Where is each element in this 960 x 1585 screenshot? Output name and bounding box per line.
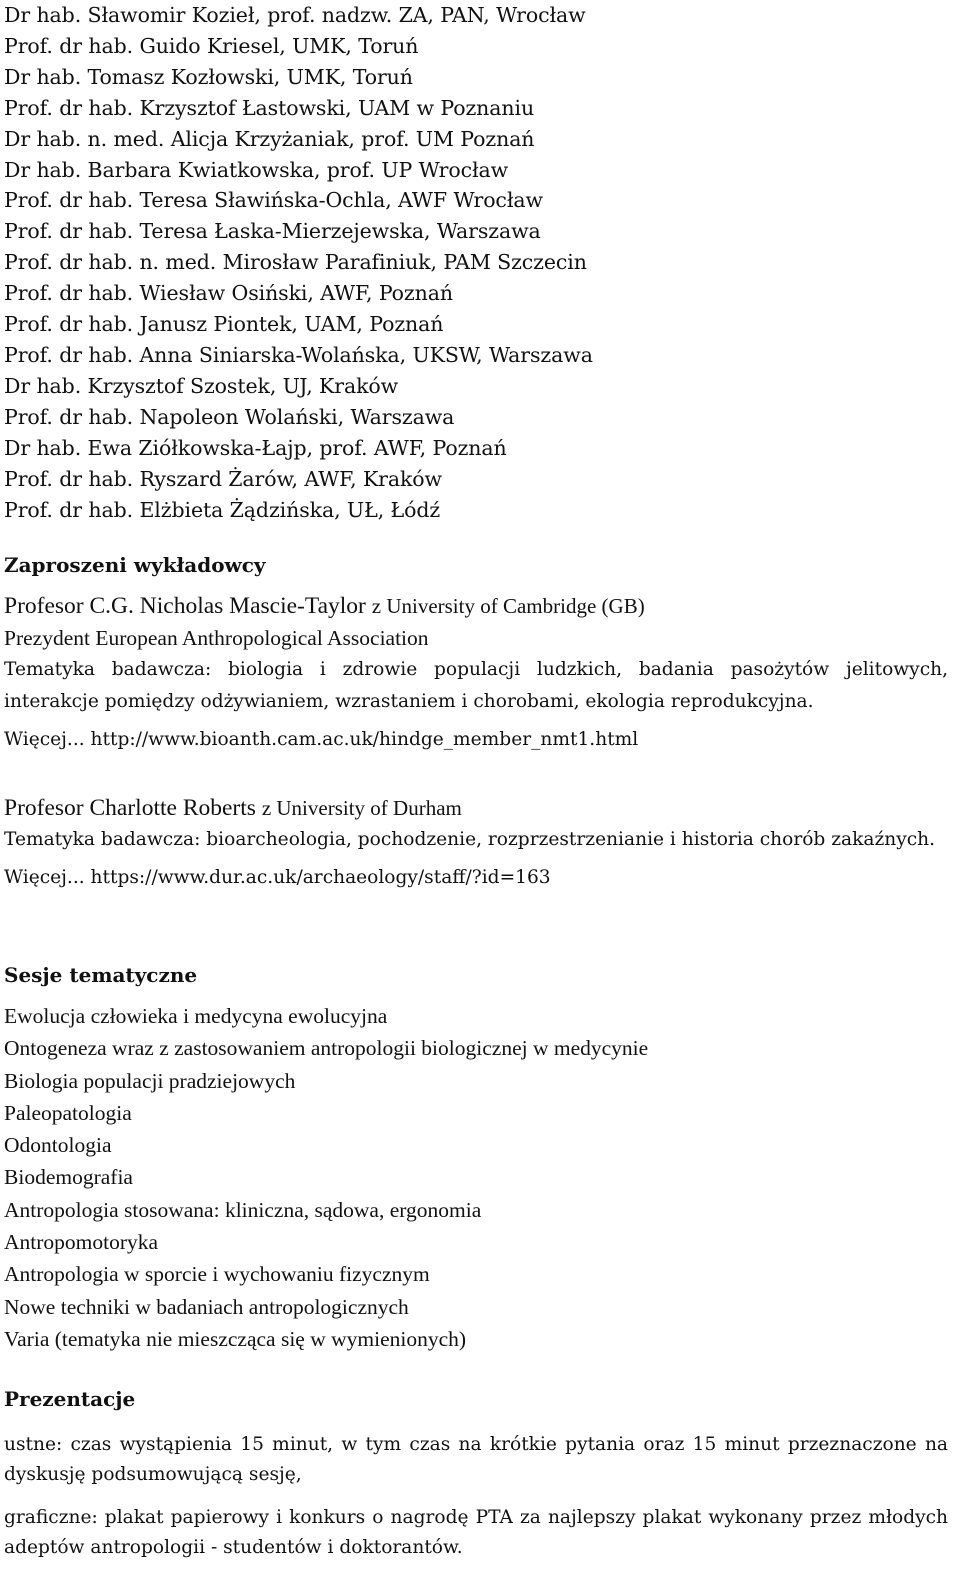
lecturer-entry	[4, 590, 948, 756]
lecturer-topics: Tematyka badawcza: biologia i zdrowie populacji ludzkich, badania pasożytów jelitowych, interakcje pomiędzy odżywianiem, wzrastaniem i chorobami, ekologia reprodukcyjna.	[4, 659, 948, 712]
committee-member: Prof. dr hab. Krzysztof Łastowski, UAM w Poznaniu	[4, 95, 535, 120]
lecturer-role: Prezydent European Anthropological Association	[4, 626, 429, 650]
session-item: Antropologia w sporcie i wychowaniu fizycznym	[4, 1262, 430, 1287]
committee-member: Prof. dr hab. Anna Siniarska-Wolańska, UKSW, Warszawa	[4, 342, 593, 367]
lecturer-topics: Tematyka badawcza: bioarcheologia, pochodzenie, rozprzestrzenianie i historia chorób zakaźnych.	[4, 829, 936, 850]
committee-member: Prof. dr hab. Teresa Sławińska-Ochla, AWF Wrocław	[4, 188, 543, 213]
session-item: Ontogeneza wraz z zastosowaniem antropologii biologicznej w medycynie	[4, 1036, 649, 1061]
committee-member: Prof. dr hab. Napoleon Wolański, Warszawa	[4, 404, 455, 429]
lecturer-name: Profesor C.G. Nicholas Mascie-Taylor	[4, 593, 366, 619]
lecturers-heading: Zaproszeni wykładowcy	[4, 553, 266, 577]
committee-member: Prof. dr hab. Teresa Łaska-Mierzejewska, Warszawa	[4, 219, 541, 244]
committee-member: Dr hab. Sławomir Kozieł, prof. nadzw. ZA, PAN, Wrocław	[4, 3, 586, 27]
committee-member: Prof. dr hab. Janusz Piontek, UAM, Poznań	[4, 312, 444, 337]
committee-member: Dr hab. n. med. Alicja Krzyżaniak, prof. UM Poznań	[4, 126, 535, 151]
session-item: Ewolucja człowieka i medycyna ewolucyjna	[4, 1004, 388, 1028]
lecturer-name-line	[4, 590, 948, 622]
session-item: Biodemografia	[4, 1165, 133, 1190]
committee-list	[4, 0, 593, 525]
session-item: Odontologia	[4, 1133, 112, 1158]
lecturer-affiliation: z University of Cambridge (GB)	[371, 594, 645, 618]
session-item: Nowe techniki w badaniach antropologicznych	[4, 1294, 409, 1319]
session-item: Biologia populacji pradziejowych	[4, 1068, 296, 1093]
committee-member: Dr hab. Barbara Kwiatkowska, prof. UP Wrocław	[4, 157, 509, 182]
lecturer-name-line	[4, 792, 948, 824]
committee-member: Prof. dr hab. Wiesław Osiński, AWF, Poznań	[4, 281, 453, 306]
lecturer-affiliation: z University of Durham	[261, 796, 462, 820]
presentation-poster: graficzne: plakat papierowy i konkurs o nagrodę PTA za najlepszy plakat wykonany przez młodych adeptów antropologii - studentów i doktorantów.	[4, 1507, 948, 1558]
committee-member: Dr hab. Tomasz Kozłowski, UMK, Toruń	[4, 64, 413, 89]
committee-member: Prof. dr hab. n. med. Mirosław Parafiniuk, PAM Szczecin	[4, 250, 587, 275]
committee-member: Dr hab. Krzysztof Szostek, UJ, Kraków	[4, 373, 399, 398]
sessions-list	[4, 1000, 648, 1355]
session-item: Antropologia stosowana: kliniczna, sądowa, ergonomia	[4, 1197, 482, 1222]
sessions-heading: Sesje tematyczne	[4, 963, 198, 987]
committee-member: Prof. dr hab. Ryszard Żarów, AWF, Kraków	[4, 466, 442, 491]
lecturer-more-link[interactable]: Więcej... https://www.dur.ac.uk/archaeology/staff/?id=163	[4, 867, 551, 888]
lecturer-name: Profesor Charlotte Roberts	[4, 795, 256, 821]
committee-member: Dr hab. Ewa Ziółkowska-Łajp, prof. AWF, Poznań	[4, 435, 507, 460]
session-item: Varia (tematyka nie mieszcząca się w wymienionych)	[4, 1326, 467, 1351]
presentation-oral: ustne: czas wystąpienia 15 minut, w tym czas na krótkie pytania oraz 15 minut przeznaczone na dyskusję podsumowującą sesję,	[4, 1434, 948, 1485]
committee-member: Prof. dr hab. Elżbieta Żądzińska, UŁ, Łódź	[4, 497, 441, 522]
presentations-heading: Prezentacje	[4, 1387, 136, 1411]
committee-member: Prof. dr hab. Guido Kriesel, UMK, Toruń	[4, 33, 419, 58]
lecturer-entry	[4, 792, 948, 894]
session-item: Antropomotoryka	[4, 1230, 159, 1255]
lecturer-more-link[interactable]: Więcej... http://www.bioanth.cam.ac.uk/hindge_member_nmt1.html	[4, 729, 639, 750]
session-item: Paleopatologia	[4, 1100, 132, 1125]
